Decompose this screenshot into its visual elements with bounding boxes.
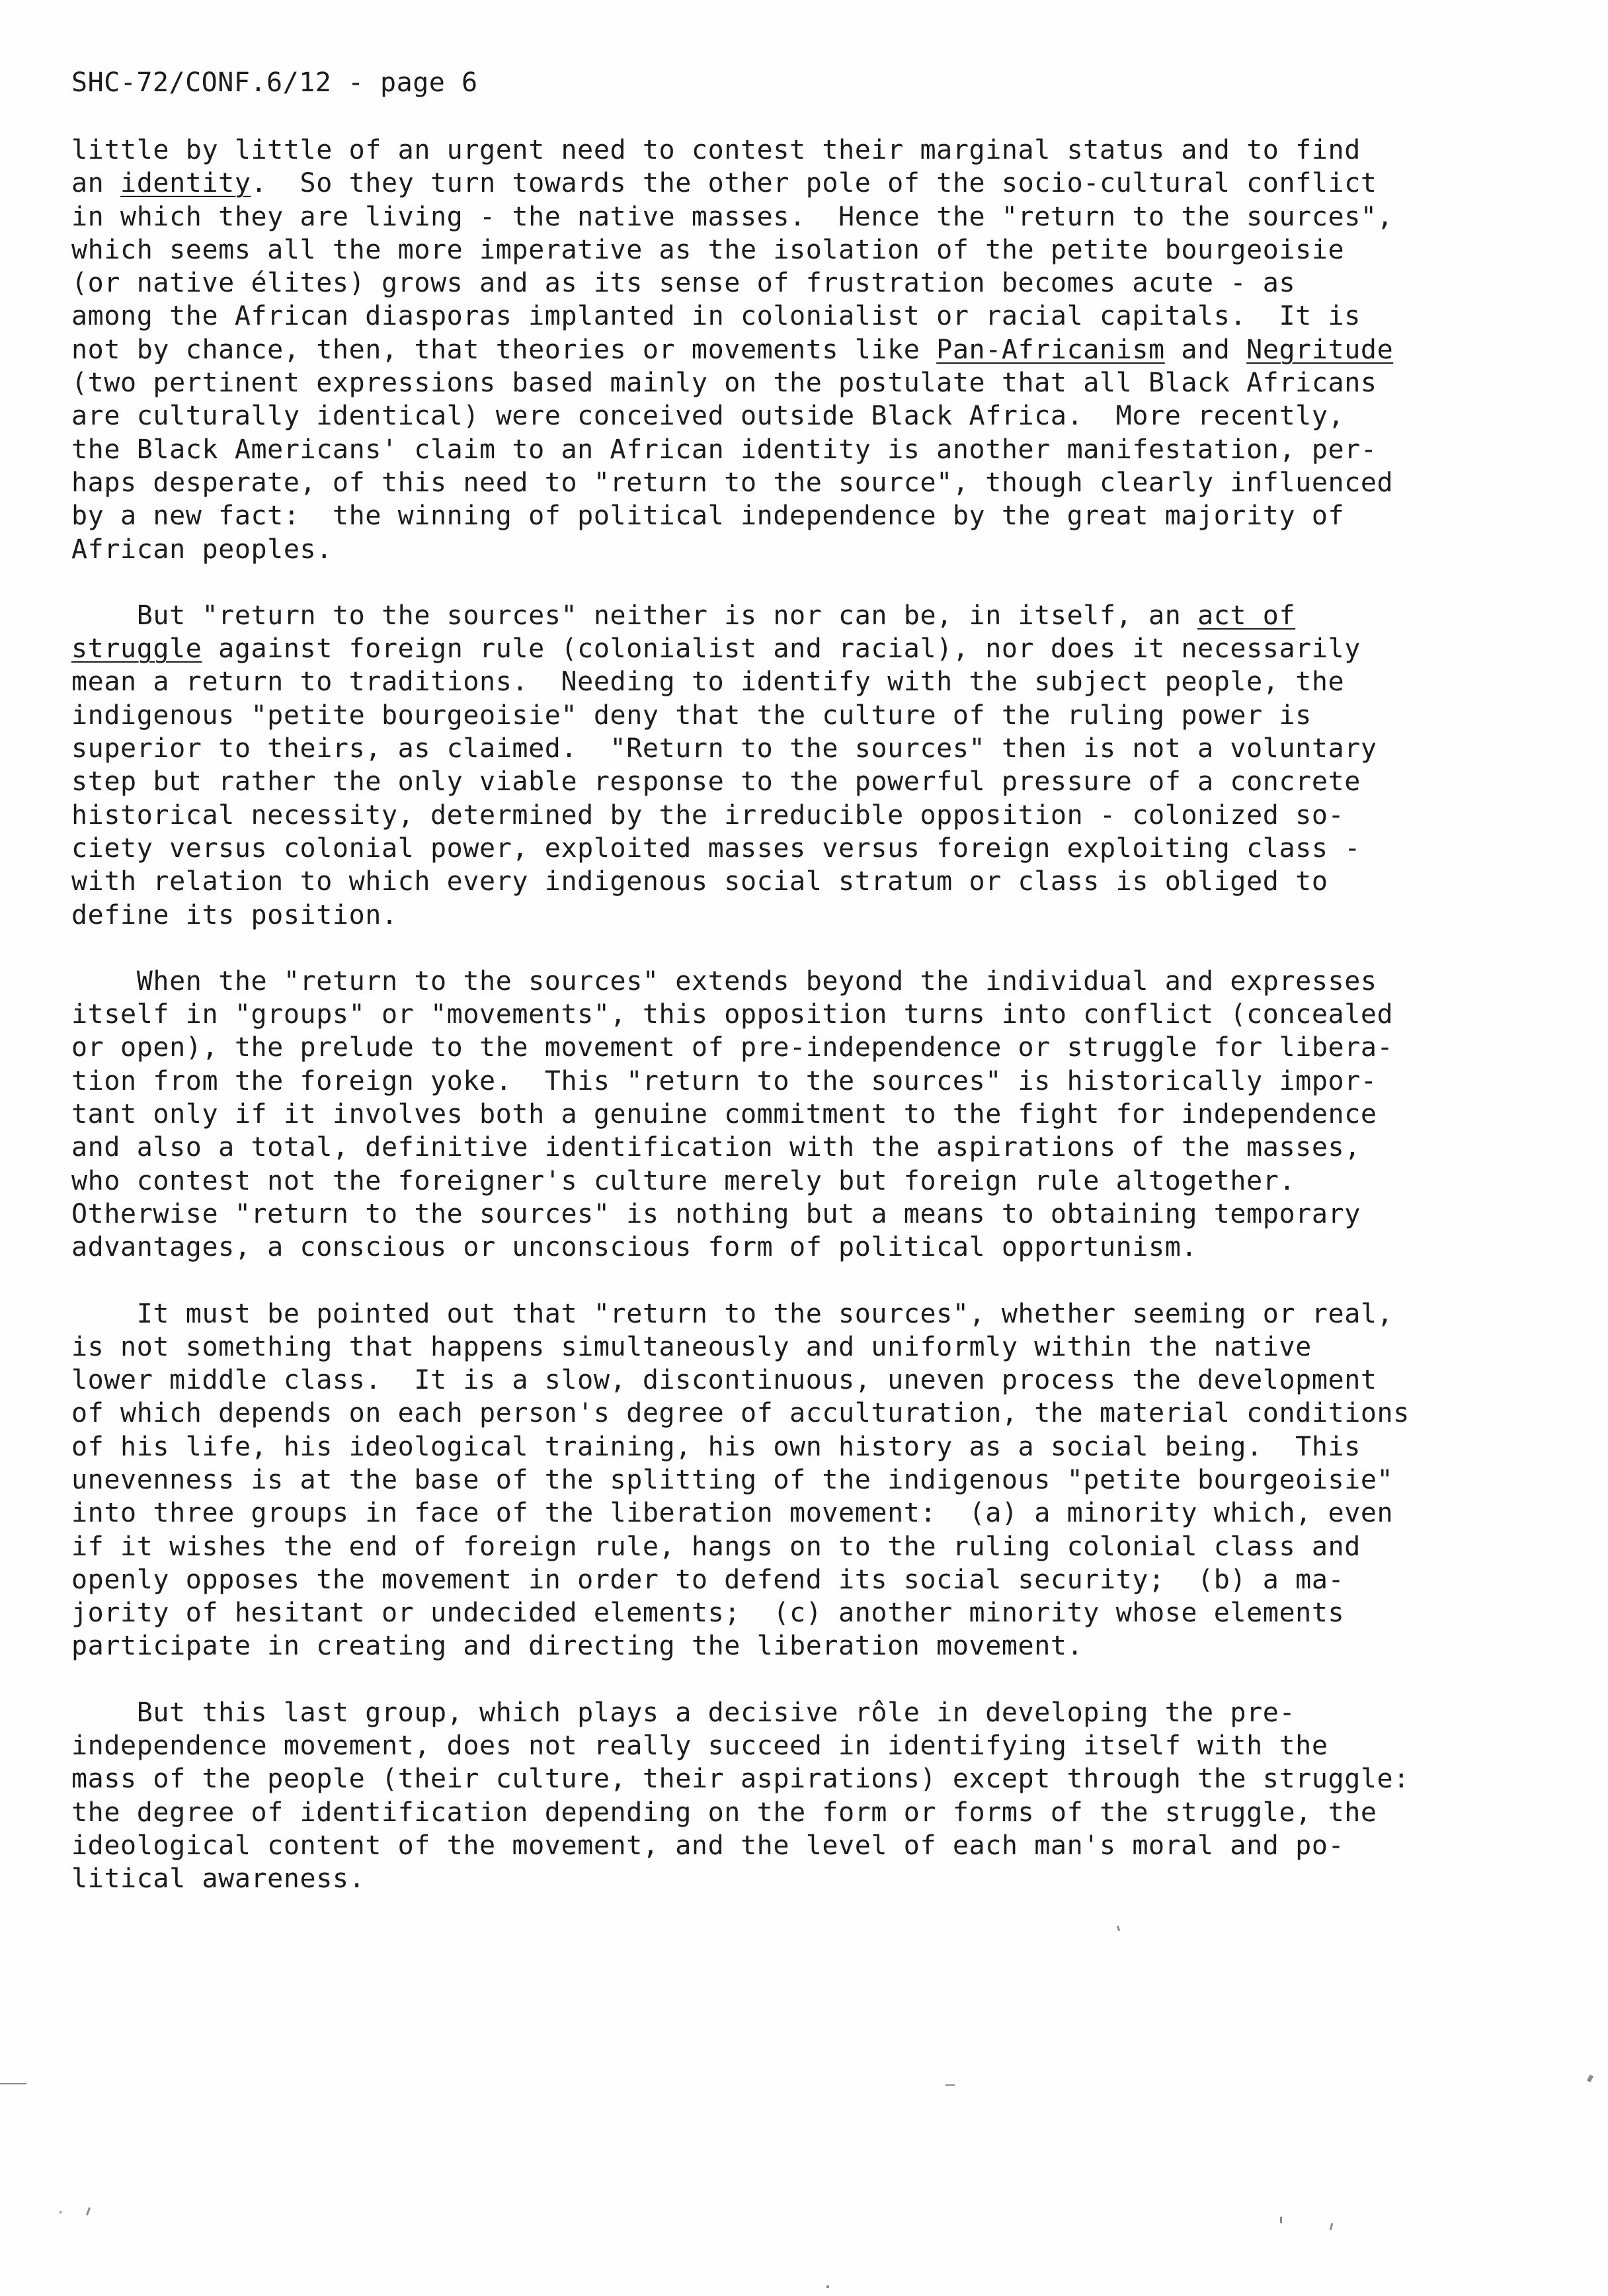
text-segment: independence movement, does not really succeed in identifying itself with the xyxy=(71,1731,1328,1762)
text-segment: (two pertinent expressions based mainly on the postulate that all Black Africans xyxy=(71,368,1377,399)
text-line xyxy=(71,832,1513,865)
text-segment: When the "return to the sources" extends beyond the individual and expresses xyxy=(71,965,1377,997)
text-line xyxy=(71,665,1513,698)
text-line xyxy=(71,167,1513,200)
text-line xyxy=(71,466,1513,499)
text-line xyxy=(71,1629,1513,1662)
text-segment: openly opposes the movement in order to defend its social security; (b) a ma- xyxy=(71,1564,1345,1595)
text-segment: itself in "groups" or "movements", this opposition turns into conflict (concealed xyxy=(71,999,1394,1030)
text-segment: (or native élites) grows and as its sense of frustration becomes acute - as xyxy=(71,268,1296,299)
text-segment: are culturally identical) were conceived outside Black Africa. More recently, xyxy=(71,401,1345,432)
text-segment: superior to theirs, as claimed. "Return to the sources" then is not a voluntary xyxy=(71,733,1377,764)
text-segment: It must be pointed out that "return to the sources", whether seeming or real, xyxy=(71,1298,1394,1329)
text-segment: indigenous "petite bourgeoisie" deny that the culture of the ruling power is xyxy=(71,700,1312,731)
text-line xyxy=(71,899,1513,932)
text-segment: in which they are living - the native masses. Hence the "return to the sources", xyxy=(71,201,1394,232)
text-segment: lower middle class. It is a slow, discontinuous, uneven process the development xyxy=(71,1365,1377,1396)
text-line xyxy=(71,1364,1513,1397)
text-line xyxy=(71,1862,1513,1895)
text-line xyxy=(71,799,1513,832)
text-segment: of his life, his ideological training, his own history as a social being. This xyxy=(71,1431,1361,1462)
text-segment: little by little of an urgent need to contest their marginal status and to find xyxy=(71,135,1361,165)
text-segment: or open), the prelude to the movement of pre-independence or struggle for libera- xyxy=(71,1032,1394,1063)
text-segment: an xyxy=(71,168,121,199)
text-line xyxy=(71,732,1513,765)
underlined-term: act of xyxy=(1197,600,1296,631)
underlined-term: struggle xyxy=(71,634,202,665)
scan-mark xyxy=(826,2285,829,2288)
text-line xyxy=(71,699,1513,732)
text-line xyxy=(71,599,1513,632)
paragraph xyxy=(71,1696,1513,1896)
scan-mark xyxy=(0,2083,26,2084)
text-line xyxy=(71,1231,1513,1264)
scan-mark xyxy=(1587,2074,1593,2082)
text-line xyxy=(71,865,1513,898)
text-segment: with relation to which every indigenous social stratum or class is obliged to xyxy=(71,866,1328,897)
text-segment: and also a total, definitive identification with the aspirations of the masses, xyxy=(71,1132,1361,1163)
text-segment: mean a return to traditions. Needing to identify with the subject people, the xyxy=(71,667,1345,698)
text-segment: Otherwise "return to the sources" is nothing but a means to obtaining temporary xyxy=(71,1198,1361,1229)
text-line xyxy=(71,632,1513,665)
text-line xyxy=(71,1297,1513,1331)
text-segment: and xyxy=(1164,334,1247,365)
text-segment: the degree of identification depending on the form or forms of the struggle, the xyxy=(71,1797,1377,1828)
text-line xyxy=(71,533,1513,566)
text-segment: mass of the people (their culture, their aspirations) except through the struggle: xyxy=(71,1764,1410,1795)
scan-mark xyxy=(1280,2217,1282,2223)
text-segment: among the African diasporas implanted in colonialist or racial capitals. It is xyxy=(71,301,1361,332)
text-segment: African peoples. xyxy=(71,534,333,565)
text-segment: ciety versus colonial power, exploited masses versus foreign exploiting class - xyxy=(71,833,1361,864)
text-line xyxy=(71,1331,1513,1364)
paragraph xyxy=(71,1297,1513,1663)
paragraph xyxy=(71,599,1513,932)
text-segment: of which depends on each person's degree of acculturation, the material conditions xyxy=(71,1398,1410,1429)
page-header-reference: SHC-72/CONF.6/12 - page 6 xyxy=(71,67,478,98)
text-line xyxy=(71,333,1513,366)
text-line xyxy=(71,1463,1513,1496)
text-line xyxy=(71,765,1513,798)
text-segment: step but rather the only viable response to the powerful pressure of a concrete xyxy=(71,766,1361,798)
text-segment: into three groups in face of the liberation movement: (a) a minority which, even xyxy=(71,1498,1394,1529)
text-line xyxy=(71,366,1513,399)
text-segment: if it wishes the end of foreign rule, hangs on to the ruling colonial class and xyxy=(71,1531,1361,1562)
text-segment: advantages, a conscious or unconscious form of political opportunism. xyxy=(71,1232,1198,1263)
text-line xyxy=(71,1430,1513,1463)
text-line xyxy=(71,1729,1513,1762)
text-line xyxy=(71,1397,1513,1430)
text-line xyxy=(71,1165,1513,1198)
text-line xyxy=(71,1696,1513,1729)
text-line xyxy=(71,1496,1513,1530)
text-line xyxy=(71,300,1513,333)
text-line xyxy=(71,1031,1513,1064)
text-line xyxy=(71,1198,1513,1231)
text-segment: which seems all the more imperative as the isolation of the petite bourgeoisie xyxy=(71,234,1345,265)
text-segment: . So they turn towards the other pole of the socio-cultural conflict xyxy=(251,168,1377,199)
text-segment: haps desperate, of this need to "return to the source", though clearly influenced xyxy=(71,467,1394,498)
text-segment: But this last group, which plays a decisive rôle in developing the pre- xyxy=(71,1697,1296,1728)
text-segment: ideological content of the movement, and the level of each man's moral and po- xyxy=(71,1830,1345,1861)
text-line xyxy=(71,233,1513,266)
text-line xyxy=(71,1563,1513,1596)
scan-mark xyxy=(1330,2223,1333,2230)
scan-mark xyxy=(60,2211,61,2213)
text-line xyxy=(71,1762,1513,1795)
text-segment: historical necessity, determined by the irreducible opposition - colonized so- xyxy=(71,800,1345,831)
text-line xyxy=(71,1796,1513,1829)
text-segment: define its position. xyxy=(71,899,398,930)
text-segment: the Black Americans' claim to an African identity is another manifestation, per- xyxy=(71,434,1377,465)
text-line xyxy=(71,1131,1513,1164)
text-line xyxy=(71,1098,1513,1131)
text-segment: not by chance, then, that theories or movements like xyxy=(71,334,937,365)
document-body xyxy=(71,134,1513,1929)
text-line xyxy=(71,499,1513,532)
text-segment: jority of hesitant or undecided elements; (c) another minority whose elements xyxy=(71,1598,1345,1629)
text-line xyxy=(71,433,1513,466)
text-line xyxy=(71,965,1513,998)
text-line xyxy=(71,266,1513,300)
text-segment: who contest not the foreigner's culture merely but foreign rule altogether. xyxy=(71,1165,1296,1196)
text-segment: litical awareness. xyxy=(71,1864,366,1895)
underlined-term: Pan-Africanism xyxy=(936,334,1165,365)
paragraph xyxy=(71,965,1513,1264)
text-segment: But "return to the sources" neither is nor can be, in itself, an xyxy=(71,600,1198,631)
text-line xyxy=(71,1829,1513,1862)
text-segment: participate in creating and directing the liberation movement. xyxy=(71,1631,1084,1662)
underlined-term: identity xyxy=(120,168,251,199)
text-line xyxy=(71,399,1513,432)
text-line xyxy=(71,1065,1513,1098)
text-segment: tant only if it involves both a genuine commitment to the fight for independence xyxy=(71,1099,1377,1130)
text-line xyxy=(71,1596,1513,1629)
scan-mark xyxy=(86,2207,91,2215)
text-line xyxy=(71,998,1513,1031)
text-line xyxy=(71,1530,1513,1563)
scan-mark xyxy=(945,2084,955,2086)
text-segment: tion from the foreign yoke. This "return to the sources" is historically impor- xyxy=(71,1065,1377,1096)
text-line xyxy=(71,200,1513,233)
text-segment: unevenness is at the base of the splitting of the indigenous "petite bourgeoisie" xyxy=(71,1464,1394,1495)
underlined-term: Negritude xyxy=(1246,334,1394,365)
text-segment: by a new fact: the winning of political independence by the great majority of xyxy=(71,501,1345,532)
text-segment: against foreign rule (colonialist and racial), nor does it necessarily xyxy=(202,634,1361,665)
paragraph xyxy=(71,134,1513,566)
text-line xyxy=(71,134,1513,167)
text-segment: is not something that happens simultaneously and uniformly within the native xyxy=(71,1331,1312,1362)
